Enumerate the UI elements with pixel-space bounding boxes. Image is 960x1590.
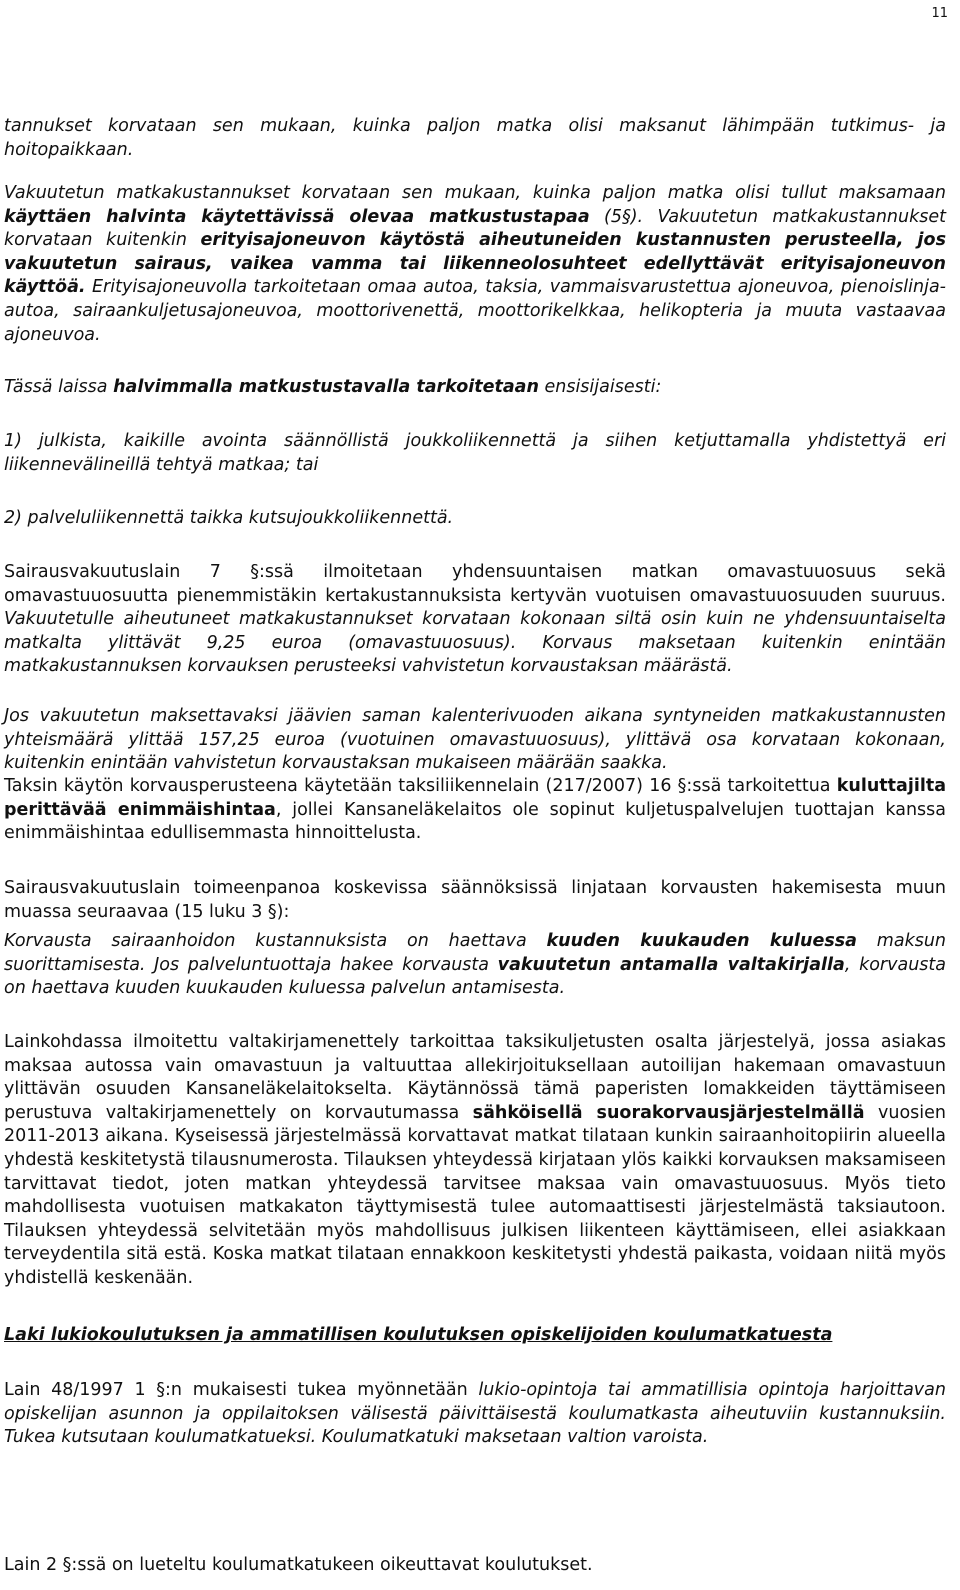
paragraph-claim-deadline: Korvausta sairaanhoidon kustannuksista on haettava kuuden kuukauden kuluessa maksun suorittamisesta. Jos palveluntuottaja hakee korvausta vakuutetun antamalla valtakirjalla, korvausta on haettava kuuden kuukauden kuluessa palvelun antamisesta.	[4, 931, 947, 999]
list-item-public-transport: 1) julkista, kaikille avointa säännöllistä joukkoliikennettä ja siihen ketjuttamalla yhdistettyä eri liikennevälineillä tehtyä matkaa; tai	[4, 431, 946, 475]
paragraph-eligible-education: Lain 2 §:ssä on lueteltu koulumatkatukeen oikeuttavat koulutukset.	[4, 1555, 593, 1575]
paragraph-cheapest-travel-mode: Vakuutetun matkakustannukset korvataan sen mukaan, kuinka paljon matka olisi tullut maksamaan käyttäen halvinta käytettävissä olevaa matkustustapaa (5§). Vakuutetun matkakustannukset korvataan kuitenkin erityisajoneuvon käytöstä aiheutuneiden kustannusten perusteella, jos vakuutetun sairaus, vaikea vamma tai liikenneolosuhteet edellyttävät erityisajoneuvon käyttöä. Erityisajoneuvolla tarkoitetaan omaa autoa, taksia, vammaisvarustettua ajoneuvoa, pienoislinja-autoa, sairaankuljetusajoneuvoa, moottorivenettä, moottorikelkkaa, helikopteria ja muuta vastaavaa ajoneuvoa.	[4, 183, 946, 345]
paragraph-deductible: Sairausvakuutuslain 7 §:ssä ilmoitetaan yhdensuuntaisen matkan omavastuuosuus sekä omavastuuosuutta pienemmistäkin kertakustannuksista kertyvän vuotuisen omavastuuosuuden suuruus. Vakuutetulle aiheutuneet matkakustannukset korvataan kokonaan siltä osin kuin ne yhdensuuntaiselta matkalta ylittävät 9,25 euroa (omavastuuosuus). Korvaus maksetaan kuitenkin enintään matkakustannuksen korvauksen perusteeksi vahvistetun korvaustaksan määrästä.	[4, 562, 946, 677]
paragraph-school-travel-support: Lain 48/1997 1 §:n mukaisesti tukea myönnetään lukio-opintoja tai ammatillisia opintoja harjoittavan opiskelijan asunnon ja oppilaitoksen välisestä päivittäisestä koulumatkasta aiheutuviin kustannuksiin. Tukea kutsutaan koulumatkatueksi. Koulumatkatuki maksetaan valtion varoista.	[4, 1380, 946, 1448]
page-number: 11	[931, 6, 948, 21]
paragraph-annual-deductible: Jos vakuutetun maksettavaksi jäävien saman kalenterivuoden aikana syntyneiden matkakustannusten yhteismäärä ylittää 157,25 euroa (vuotuinen omavastuuosuus), ylittävä osa korvataan kokonaan, kuitenkin enintään vahvistetun korvaustaksan mukaiseen määrään saakka.	[4, 706, 946, 774]
paragraph-cheapest-definition: Tässä laissa halvimmalla matkustustavalla tarkoitetaan ensisijaisesti:	[4, 377, 662, 397]
paragraph-power-of-attorney: Lainkohdassa ilmoitettu valtakirjamenettely tarkoittaa taksikuljetusten osalta järjestelyä, jossa asiakas maksaa autossa vain omavastuun ja valtuuttaa allekirjoituksellaan autoilijan hakemaan omavastuun ylittävän osuuden Kansaneläkelaitokselta. Käytännössä tämä paperisten lomakkeiden täyttämiseen perustuva valtakirjamenettely on korvautumassa sähköisellä suorakorvausjärjestelmällä vuosien 2011-2013 aikana. Kyseisessä järjestelmässä korvattavat matkat tilataan kunkin sairaanhoitopiirin alueella yhdestä keskitetystä tilausnumerosta. Tilauksen yhteydessä kirjataan ylös kaikki korvauksen maksamiseen tarvittavat tiedot, joten matkan yhteydessä tarvitsee maksaa vain omavastuuosuus. Myös tieto mahdollisesta vuotuisen matkakaton täyttymisestä tulee automaattisesti järjestelmästä taksiautoon. Tilauksen yhteydessä selvitetään myös mahdollisuus julkisen liikenteen käyttämiseen, ellei asiakkaan terveydentila sitä estä. Koska matkat tilataan ennakkoon keskitetysti yhdestä paikasta, voidaan niitä myös yhdistellä keskenään.	[4, 1032, 946, 1288]
paragraph-travel-cost-intro: tannukset korvataan sen mukaan, kuinka paljon matka olisi maksanut lähimpään tutkimus- ja hoitopaikkaan.	[4, 116, 946, 160]
list-item-service-traffic: 2) palveluliikennettä taikka kutsujoukkoliikennettä.	[4, 508, 454, 528]
section-heading: Laki lukiokoulutuksen ja ammatillisen koulutuksen opiskelijoiden koulumatkatuesta	[4, 1325, 833, 1345]
paragraph-claim-rules: Sairausvakuutuslain toimeenpanoa koskevissa säännöksissä linjataan korvausten hakemisesta muun muassa seuraavaa (15 luku 3 §):	[4, 878, 946, 922]
paragraph-taxi-pricing: Taksin käytön korvausperusteena käytetään taksiliikennelain (217/2007) 16 §:ssä tarkoitettua kuluttajilta perittävää enimmäishintaa, jollei Kansaneläkelaitos ole sopinut kuljetuspalvelujen tuottajan kanssa enimmäishintaa edullisemmasta hinnoittelusta.	[4, 776, 946, 844]
